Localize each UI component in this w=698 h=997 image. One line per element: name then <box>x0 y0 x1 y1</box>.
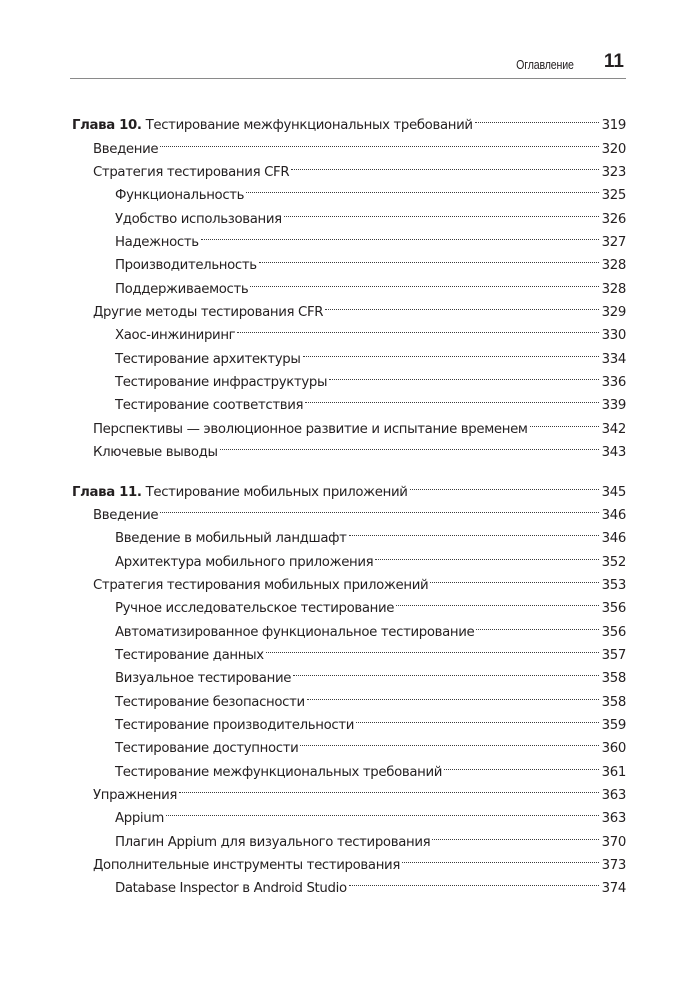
dot-leader <box>402 846 599 869</box>
dot-leader <box>259 246 599 269</box>
toc-entry-title: Перспективы — эволюционное развитие и испытание временем <box>93 421 528 437</box>
toc-page-number: 328 <box>601 281 626 297</box>
toc-entry-title: Database Inspector в Android Studio <box>115 881 347 897</box>
toc-entry-title: Введение <box>93 141 159 157</box>
toc-entry-title: Тестирование производительности <box>115 717 355 733</box>
toc-entry-title: Тестирование данных <box>115 647 264 663</box>
dot-leader <box>432 822 599 845</box>
dot-leader <box>160 496 599 519</box>
toc-page-number: 328 <box>601 258 626 274</box>
toc-entry-title: Тестирование доступности <box>115 741 299 757</box>
dot-leader <box>166 799 599 822</box>
table-of-contents <box>72 106 626 897</box>
toc-chapter <box>72 106 626 461</box>
dot-leader <box>476 612 599 635</box>
dot-leader <box>349 519 599 542</box>
toc-page-number: 326 <box>601 211 626 227</box>
toc-entry-title: Архитектура мобильного приложения <box>115 554 374 570</box>
toc-page-number: 359 <box>601 717 626 733</box>
dot-leader <box>475 106 599 129</box>
dot-leader <box>160 129 599 152</box>
toc-entry-title: Тестирование соответствия <box>115 398 304 414</box>
dot-leader <box>179 776 599 799</box>
dot-leader <box>329 363 599 386</box>
toc-page-number: 329 <box>601 305 626 321</box>
dot-leader <box>530 409 599 432</box>
dot-leader <box>300 729 599 752</box>
running-head-title: Оглавление <box>516 58 574 72</box>
toc-page-number: 363 <box>601 811 626 827</box>
dot-leader <box>284 199 599 222</box>
toc-entry-title: Автоматизированное функциональное тестирование <box>115 624 475 640</box>
toc-page-number: 361 <box>601 764 626 780</box>
dot-leader <box>246 176 599 199</box>
dot-leader <box>375 542 599 565</box>
toc-entry-title: Тестирование архитектуры <box>115 351 301 367</box>
dot-leader <box>305 386 599 409</box>
toc-page-number: 346 <box>601 531 626 547</box>
toc-page-number: 325 <box>601 188 626 204</box>
dot-leader <box>201 223 599 246</box>
toc-page-number: 346 <box>601 507 626 523</box>
toc-page-number: 319 <box>601 118 626 134</box>
chapter-number: Глава 11. <box>72 484 142 500</box>
dot-leader <box>237 316 599 339</box>
dot-leader <box>307 682 599 705</box>
toc-entry-title: Ключевые выводы <box>93 445 218 461</box>
toc-entry-title: Производительность <box>115 258 257 274</box>
toc-entry-title: Стратегия тестирования CFR <box>93 165 290 181</box>
toc-entry-title: Визуальное тестирование <box>115 671 292 687</box>
toc-page-number: 339 <box>601 398 626 414</box>
dot-leader <box>444 752 599 775</box>
toc-page-number: 352 <box>601 554 626 570</box>
toc-entry-title: Надежность <box>115 235 199 251</box>
toc-entry-title: Стратегия тестирования мобильных приложений <box>93 577 429 593</box>
toc-entry-title: Дополнительные инструменты тестирования <box>93 858 400 873</box>
dot-leader <box>396 589 599 612</box>
toc-page-number: 336 <box>601 375 626 391</box>
toc-page-number: 373 <box>601 858 626 873</box>
toc-entry-title: Плагин Appium для визуального тестирования <box>115 834 431 850</box>
toc-page-number: 327 <box>601 235 626 251</box>
toc-page-number: 358 <box>601 694 626 710</box>
toc-page-number: 358 <box>601 671 626 687</box>
toc-page-number: 330 <box>601 328 626 344</box>
toc-page-number: 357 <box>601 647 626 663</box>
running-head <box>70 50 626 79</box>
toc-entry-title: Введение <box>93 507 159 523</box>
toc-page-number: 342 <box>601 421 626 437</box>
toc-chapter <box>72 472 626 897</box>
toc-entry-title: Тестирование межфункциональных требований <box>115 764 443 780</box>
toc-page-number: 343 <box>601 445 626 461</box>
dot-leader <box>356 706 599 729</box>
dot-leader <box>291 153 599 176</box>
toc-page-number: 356 <box>601 624 626 640</box>
dot-leader <box>410 472 599 495</box>
toc-entry-title: Упражнения <box>93 787 178 803</box>
toc-entry-title: Тестирование инфраструктуры <box>115 375 328 391</box>
dot-leader <box>220 433 599 456</box>
dot-leader <box>430 566 599 589</box>
toc-page-number: 374 <box>601 881 626 897</box>
toc-entry-title: Хаос-инжиниринг <box>115 328 236 344</box>
toc-entry-title: Удобство использования <box>115 211 282 227</box>
toc-page-number: 356 <box>601 601 626 617</box>
toc-page-number: 353 <box>601 577 626 593</box>
dot-leader <box>325 293 599 316</box>
toc-page-number: 363 <box>601 787 626 803</box>
page-number: 11 <box>603 51 624 72</box>
toc-page-number: 345 <box>601 484 626 500</box>
chapter-title: Тестирование мобильных приложений <box>145 484 408 500</box>
dot-leader <box>349 869 599 892</box>
chapter-number: Глава 10. <box>72 118 142 134</box>
toc-entry-title: Appium <box>115 811 164 827</box>
toc-page-number: 370 <box>601 834 626 850</box>
dot-leader <box>303 339 599 362</box>
toc-chapter-heading[interactable] <box>72 106 626 134</box>
toc-entry-title: Другие методы тестирования CFR <box>93 305 324 321</box>
dot-leader <box>293 659 599 682</box>
toc-entry-title: Функциональность <box>115 188 245 204</box>
toc-page-number: 323 <box>601 165 626 181</box>
toc-page-number: 320 <box>601 141 626 157</box>
toc-entry-title: Тестирование безопасности <box>115 694 305 710</box>
chapter-title: Тестирование межфункциональных требований <box>145 118 473 134</box>
toc-entry-title: Поддерживаемость <box>115 281 249 297</box>
dot-leader <box>266 636 599 659</box>
toc-page-number: 334 <box>601 351 626 367</box>
toc-chapter-heading[interactable] <box>72 472 626 500</box>
toc-page-number: 360 <box>601 741 626 757</box>
toc-entry-title: Ручное исследовательское тестирование <box>115 601 395 617</box>
dot-leader <box>250 269 599 292</box>
toc-entry-title: Введение в мобильный ландшафт <box>115 531 347 547</box>
